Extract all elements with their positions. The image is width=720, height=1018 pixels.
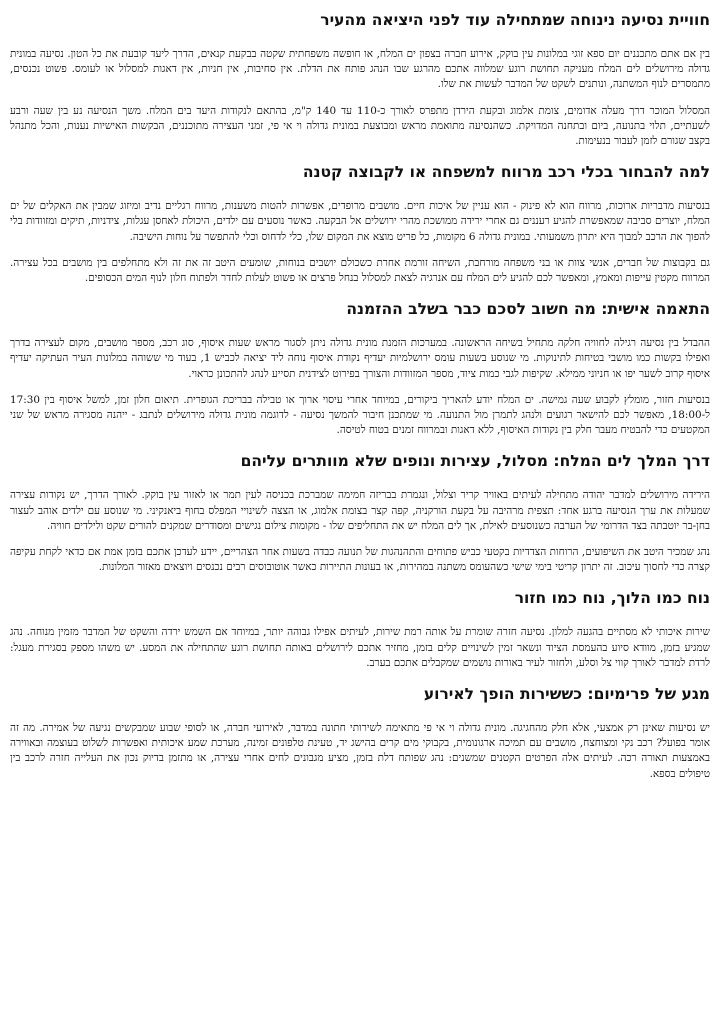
paragraph: המסלול המוכר דרך מעלה אדומים, צומת אלמוג ובקעת הירדן מתפרס לאורך כ-110 עד 140 ק"מ, בהתאם לנקודות היעד בים המלח. משך הנסיעה נע בין שעה ורבע לשעתיים, תלוי בתנועה, ביום ובתחנה המדויקת. כשהנסיעה מתואמת מראש ומבוצעת במונית גדולה וי אי פי, זמני העצירה מתוכננים, הבקשות האישיות נענות, והכל מתנהל בקצב שגורם לזמן לעבור בנעימות. xyxy=(10,104,710,148)
paragraph: נהג שמכיר היטב את השיפועים, הרוחות הצדדיות בקטעי כביש פתוחים והתהנהגות של תנועה כבדה בשעות אחר הצהריים, יידע לעדכן אתכם בזמן אמת אם כדאי לקחת עקיפה קצרה כדי לחסוך עיכוב. זה יתרון קריטי בימי שישי כשהעומס משתנה במהירות, או בעונות התיירות כאשר אוטובוסים רבים נכנסים ויוצאים מאזור המלונות. xyxy=(10,546,710,574)
paragraph: גם בקבוצות של חברים, אנשי צוות או בני משפחה מורחבת, השיחה זורמת אחרת כשכולם יושבים בנוחות, שומעים היטב זה את זה ולא מתחלפים בין מושבים בכל עצירה. המרווח מקטין עייפות ומאמץ, ומאפשר לכם להגיע לים המלח עם אנרגיה לצאת למסלול בנחל פרצים או פשוט לעלות לחדר ולפתוח חלון לנוף המים הכסופים. xyxy=(10,256,710,285)
section-travel-experience xyxy=(10,10,710,149)
paragraph: בנסיעות חזור, מומלץ לקבוע שעה גמישה. ים המלח יודע להאריך ביקורים, במיוחד אחרי עיסוי ארוך או טבילה בבריכת הגופרית. תיאום חלון זמן, למשל איסוף בין 17:30 ל-18:00, מאפשר לכם להישאר רגועים ולנהג לתמרן מול התנועה. מי שמתכנן חיבור להמשך נסיעה - לדוגמה מונית גדולה מירושלים לנתבג - ייהנה מסגירה מראש של שני המקטעים כדי להבטיח מעבר חלק בין נקודות האיסוף, ללא דאגות ובמרווח זמנים בטוח לטיסה. xyxy=(10,393,710,437)
section-kings-road-route xyxy=(10,451,710,575)
paragraph: יש נסיעות שאינן רק אמצעי, אלא חלק מהחגיגה. מונית גדולה וי אי פי מתאימה לשירותי חתונה במדבר, לאירועי חברה, או לסופי שבוע שמבקשים נגיעה של אמירה. מה זה אומר בפועל? רכב נקי ומצוחצח, מושבים עם תמיכה ארגונומית, בקבוקי מים קרים בהישג יד, טעינת טלפונים זמינה, מערכת שמע איכותית ואפשרות לשלוט בעוצמה ובאווירה באמצעות תאורה רכה. לעיתים אלה הפרטים הקטנים שמשנים: נהג שפותח דלת בזמן, מציע מגבונים לחים אחרי עצירה, או מתזמן בדיוק נכון את העלייה חזרה לרכב בין טיפולים בספא. xyxy=(10,722,710,780)
paragraph: שירות איכותי לא מסתיים בהגעה למלון. נסיעה חזרה שומרת על אותה רמת שירות, לעיתים אפילו גבוהה יותר, במיוחד אם השמש ירדה והשקט של המדבר מזמין מנוחה. נהג שמגיע בזמן, מוודא סיוע בהעמסת הציוד ונשאר זמין לשינויים קלים בזמן, מחזיר אתכם לירושלים באותה תחושת רוגע שהתחילה את המסע. יש משהו מספק בסגירת מעגל: לרדת למדבר לאורך קווי צל וסלע, ולחזור לעיר באורות נושמים שמקבלים אתכם בערב. xyxy=(10,626,710,669)
paragraph: בין אם אתם מתכננים יום ספא זוגי במלונות עין בוקק, אירוע חברה בצפון ים המלח, או חופשה משפחתית שקטה בבקעת קנאים, הדרך ליעד קובעת את כל הטון. נסיעה במונית גדולה מירושלים לים המלח מעניקה תחושת רוגע שמלווה אתכם מהרגע שבו הנהג פותח את הדלת. אין סחיבות, אין חניות, אין דאגות למסלול או לעומס. פשוט נכנסים, מתמסרים לנוף המשתנה, ונותנים לשקט של המדבר לעשות את שלו. xyxy=(10,48,710,91)
section-title: למה להבחור בכלי רכב מרווח למשפחה או לקבוצה קטנה xyxy=(302,163,710,182)
paragraph: ההבדל בין נסיעה רגילה לחוויה חלקה מתחיל בשיחה הראשונה. במערכות הזמנת מונית גדולה ניתן לסגור מראש שעות איסוף, סוג רכב, מספר מושבים, מקום לעצירה בדרך ואפילו בקשות כמו מושבי בטיחות לתינוקות. מי שנוסע בשעות עומס ירושלמיות יעדיף נקודת איסוף נוחה ליד יציאה לכביש 1, בעוד מי ששוהה במלונות העיר העתיקה יעדיף איסוף קרוב לשער יפו או חניוני ממילא. שקיפות לגבי כמות ציוד, מספר המזוודות והצורך בפירוט לצידנית תסייע לנהג להתכונן כראוי. xyxy=(10,337,710,380)
section-personal-customization xyxy=(10,299,710,438)
section-title: דרך המלך לים המלח: מסלול, עצירות ונופים שלא מוותרים עליהם xyxy=(240,452,710,471)
section-return-trip xyxy=(10,588,710,671)
section-spacious-vehicle xyxy=(10,162,710,286)
section-title: התאמה אישית: מה חשוב לסכם כבר בשלב ההזמנה xyxy=(346,300,710,319)
section-title: נוח כמו הלוך, נוח כמו חזור xyxy=(514,589,710,608)
paragraph: בנסיעות מדבריות ארוכות, מרווח הוא לא פינוק - הוא עניין של איכות חיים. מושבים מרופדים, אפשרות להטות משענות, מרווח רגליים נדיב ומיזוג שמבין את האקלים של ים המלח, יוצרים סביבה שמאפשרת להגיע רעננים גם אחרי ירידה ממושכת מהרי ירושלים אל הבקעה. כאשר נוסעים עם ילדים, היכולת לאחסן עגלות, צידניות, תיקים ומזוודות בלי להפוך את הרכב למבוך היא יתרון משמעותי. במונית גדולה 6 מקומות, כל פריט מוצא את המקום שלו, כלי לדחוס וכלי להתפשר על נוחות הישיבה. xyxy=(10,200,710,243)
section-premium-touch xyxy=(10,684,710,782)
paragraph: הירידה מירושלים למדבר יהודה מתחילה לעיתים באוויר קריר וצלול, ונגמרת בבריזה חמימה שמברכת בכניסה לעין תמר או לאזור עין בוקק. לאורך הדרך, יש נקודות עצירה שמעלות את ערך הנסיעה ברגע אחד: תצפית מרהיבה על בקעת הורקניה, קפה קצר בצומת אלמוג, או הצצה לשינויי המפלס בחוף ביאנקיני. מי שנוסע עם ילדים אוהב לעצור בחן-בר יוטבתה בצד הדרומי של הערבה כשנוסעים לאילת, אך לים המלח יש את התחליפים שלו - מקומות צילום נגישים ומסודרים שמקנים להורים שקט ולילדים חוויה. xyxy=(10,489,710,532)
section-title: חוויית נסיעה נינוחה שמתחילה עוד לפני היציאה מהעיר xyxy=(320,11,710,29)
section-title: מגע של פרימיום: כששירות הופך לאירוע xyxy=(423,685,710,704)
